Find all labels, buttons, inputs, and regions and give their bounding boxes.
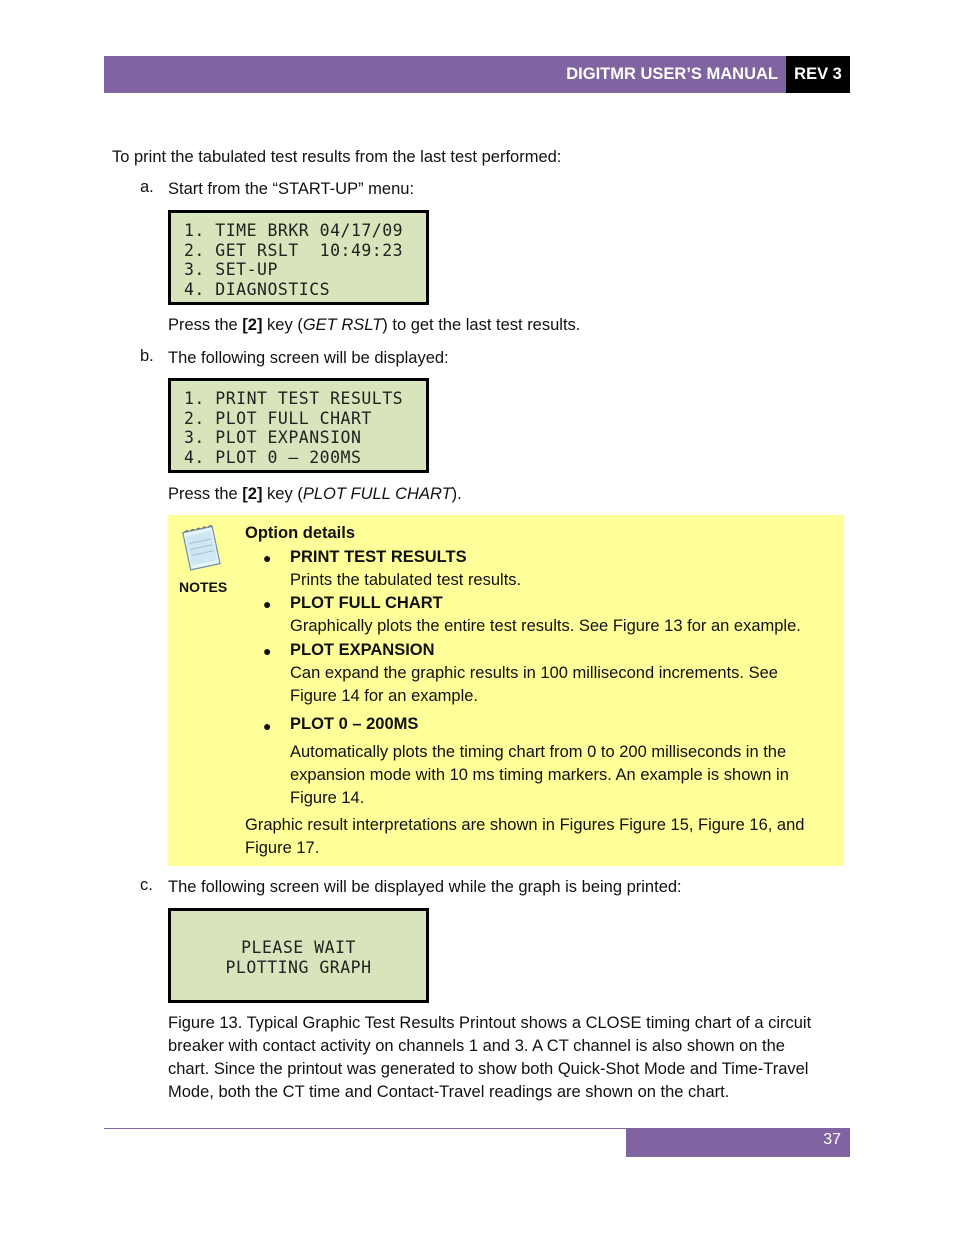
page-number: 37 xyxy=(823,1131,841,1148)
option-description: Figure 14. xyxy=(290,789,365,807)
option-description: Figure 14 for an example. xyxy=(290,687,479,705)
step-b-letter: b. xyxy=(140,347,154,365)
option-description: Can expand the graphic results in 100 millisecond increments. See xyxy=(290,664,778,682)
key-2: [2] xyxy=(242,485,263,503)
manual-title: DIGITMR USER’S MANUAL xyxy=(566,65,778,83)
option-name: PLOT EXPANSION xyxy=(290,641,435,659)
bullet-icon: ● xyxy=(263,550,272,566)
lcd-startup-menu xyxy=(168,210,429,305)
revision-badge: REV 3 xyxy=(786,56,850,93)
lcd-line: PLEASE WAIT xyxy=(241,938,356,957)
step-c-text: The following screen will be displayed while the graph is being printed: xyxy=(168,878,682,896)
lcd-results-menu xyxy=(168,378,429,473)
notes-title: Option details xyxy=(245,524,356,542)
option-description: expansion mode with 10 ms timing markers. An example is shown in xyxy=(290,766,789,784)
option-name: PRINT TEST RESULTS xyxy=(290,548,467,566)
bullet-icon: ● xyxy=(263,718,272,734)
option-name: PLOT 0 – 200MS xyxy=(290,715,419,733)
option-description: Automatically plots the timing chart from 0 to 200 milliseconds in the xyxy=(290,743,787,761)
figure-paragraph-line: breaker with contact activity on channels 1 and 3. A CT channel is also shown on the xyxy=(168,1037,785,1055)
lcd-line: 2. PLOT FULL CHART xyxy=(184,408,372,428)
figure-paragraph-line: Mode, both the CT time and Contact-Travel readings are shown on the chart. xyxy=(168,1083,730,1101)
key-2: [2] xyxy=(242,316,263,334)
option-description: Graphically plots the entire test results. See Figure 13 for an example. xyxy=(290,617,801,635)
notes-box xyxy=(168,515,844,866)
intro-text: To print the tabulated test results from the last test performed: xyxy=(112,148,562,166)
bullet-icon: ● xyxy=(263,596,272,612)
lcd-line: 3. SET-UP xyxy=(184,260,278,279)
option-name: PLOT FULL CHART xyxy=(290,594,443,612)
notes-footer-text: Figure 17. xyxy=(245,839,320,857)
lcd-plotting-screen xyxy=(168,908,429,1003)
notes-label: NOTES xyxy=(179,579,228,595)
option-description: Prints the tabulated test results. xyxy=(290,571,522,589)
notepad-icon xyxy=(176,521,228,571)
step-a-press-text: Press the [2] key (GET RSLT) to get the last test results. xyxy=(168,316,581,334)
step-b-press-text: Press the [2] key (PLOT FULL CHART). xyxy=(168,485,462,503)
lcd-line: 1. TIME BRKR 04/17/09 xyxy=(184,221,404,240)
footer-page-box xyxy=(626,1128,850,1157)
lcd-line: 2. GET RSLT 10:49:23 xyxy=(184,240,404,260)
lcd-line: 3. PLOT EXPANSION xyxy=(184,428,362,447)
lcd-line: 4. DIAGNOSTICS xyxy=(184,279,331,299)
notes-footer-text: Graphic result interpretations are shown in Figures Figure 15, Figure 16, and xyxy=(245,816,805,834)
lcd-line: 1. PRINT TEST RESULTS xyxy=(184,389,404,408)
header-bar xyxy=(104,56,786,93)
step-b-text: The following screen will be displayed: xyxy=(168,349,449,367)
lcd-line: PLOTTING GRAPH xyxy=(225,957,372,977)
bullet-icon: ● xyxy=(263,643,272,659)
lcd-line: 4. PLOT 0 – 200MS xyxy=(184,447,362,467)
figure-paragraph-line: Figure 13. Typical Graphic Test Results Printout shows a CLOSE timing chart of a circuit xyxy=(168,1014,812,1032)
figure-paragraph-line: chart. Since the printout was generated to show both Quick-Shot Mode and Time-Travel xyxy=(168,1060,809,1078)
step-a-letter: a. xyxy=(140,178,154,196)
step-c-letter: c. xyxy=(140,876,153,894)
step-a-text: Start from the “START-UP” menu: xyxy=(168,180,415,198)
